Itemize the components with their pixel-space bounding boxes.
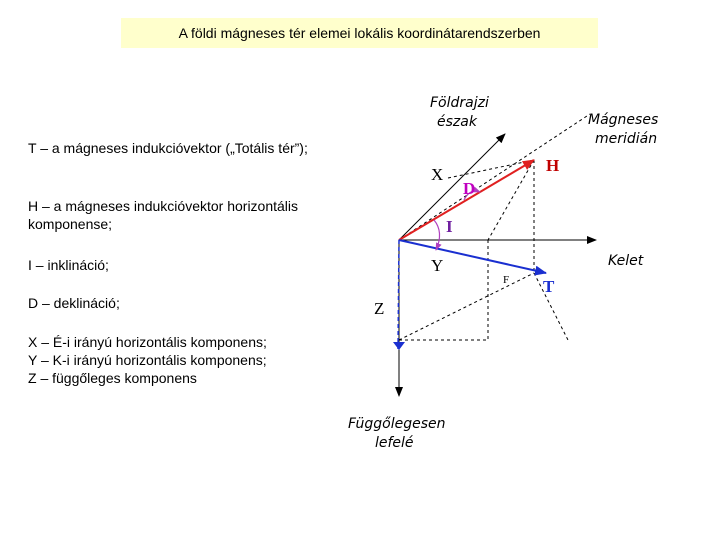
magnetic-meridian-label-2: meridián — [595, 131, 658, 147]
inclination-arc — [434, 220, 440, 250]
legend-d: D – deklináció; — [28, 295, 120, 311]
t-label: T — [543, 277, 555, 296]
bottom-guide — [399, 273, 534, 340]
legend-t: T – a mágneses indukcióvektor („Totális tér”); — [28, 140, 308, 156]
geo-north-label-1: Földrajzi — [430, 95, 489, 111]
down-label-1: Függőlegesen — [348, 416, 446, 432]
h-to-east-guide — [488, 160, 534, 240]
east-label: Kelet — [608, 253, 644, 269]
y-label: Y — [431, 256, 444, 275]
down-label-2: lefelé — [375, 435, 414, 451]
i-label: I — [446, 217, 453, 236]
legend-h: H – a mágneses indukcióvektor horizontális komponense; — [28, 198, 299, 232]
d-label: D — [463, 179, 476, 198]
h-label: H — [546, 156, 560, 175]
x-label: X — [431, 165, 444, 184]
legend-i: I – inklináció; — [28, 257, 109, 273]
f-label: F — [503, 274, 510, 286]
z-vector-head — [393, 342, 405, 350]
magnetic-meridian-label-1: Mágneses — [588, 112, 659, 128]
x-to-h-guide — [448, 160, 534, 178]
page-title: A földi mágneses tér elemei lokális koordinátarendszerben — [178, 25, 541, 41]
legend-z: Z – függőleges komponens — [28, 370, 197, 386]
legend-x: X – É-i irányú horizontális komponens; — [28, 334, 267, 350]
magnetic-meridian-line — [399, 114, 590, 240]
z-label: Z — [374, 299, 385, 318]
t-vector — [399, 240, 546, 273]
legend-y: Y – K-i irányú horizontális komponens; — [28, 352, 267, 368]
geo-north-label-2: észak — [437, 114, 477, 130]
